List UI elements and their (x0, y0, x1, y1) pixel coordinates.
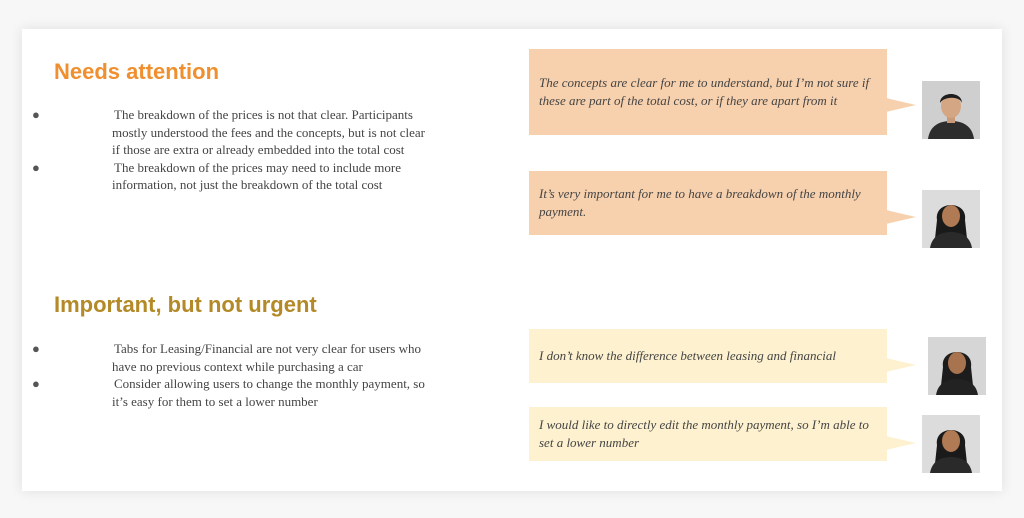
slide (22, 29, 1002, 491)
woman-portrait-icon (922, 190, 980, 248)
list-item: ● Consider allowing users to change the monthly payment, so it’s easy for them to set a lower number (32, 376, 425, 409)
bullet-icon: ● (32, 107, 40, 122)
list-item: ● Tabs for Leasing/Financial are not very clear for users who have no previous context while purchasing a car (32, 341, 422, 374)
bullet-icon: ● (32, 159, 40, 175)
speech-tail (886, 358, 916, 372)
list-item: ● The breakdown of the prices may need to include more information, not just the breakdown of the total cost (32, 159, 401, 192)
quote-text: I would like to directly edit the monthly payment, so I’m able to set a lower number (539, 417, 869, 450)
speech-tail (886, 436, 916, 450)
quote-text: The concepts are clear for me to understand, but I’m not sure if these are part of the total cost, or if they are apart from it (539, 75, 870, 108)
quote-bubble-2 (529, 171, 887, 235)
important-not-urgent-list (32, 340, 432, 410)
important-not-urgent-heading: Important, but not urgent (54, 292, 317, 317)
speech-tail (886, 210, 916, 224)
quote-bubble-3 (529, 329, 887, 383)
quote-text: It’s very important for me to have a breakdown of the monthly payment. (539, 186, 861, 219)
list-item: ● The breakdown of the prices is not that clear. Participants mostly understood the fees and the concepts, but is not clear if those are extra or already embedded into the total cost (32, 107, 426, 157)
needs-attention-heading: Needs attention (54, 59, 220, 84)
woman-portrait-icon (928, 337, 986, 395)
bullet-icon: ● (32, 376, 40, 391)
needs-attention-list (32, 106, 432, 194)
quote-bubble-1 (529, 49, 887, 135)
man-portrait-icon (922, 81, 980, 139)
bullet-icon: ● (32, 341, 40, 356)
quote-bubble-4 (529, 407, 887, 461)
quote-text: I don’t know the difference between leasing and financial (539, 348, 837, 363)
woman-portrait-icon (922, 415, 980, 473)
speech-tail (886, 98, 916, 112)
